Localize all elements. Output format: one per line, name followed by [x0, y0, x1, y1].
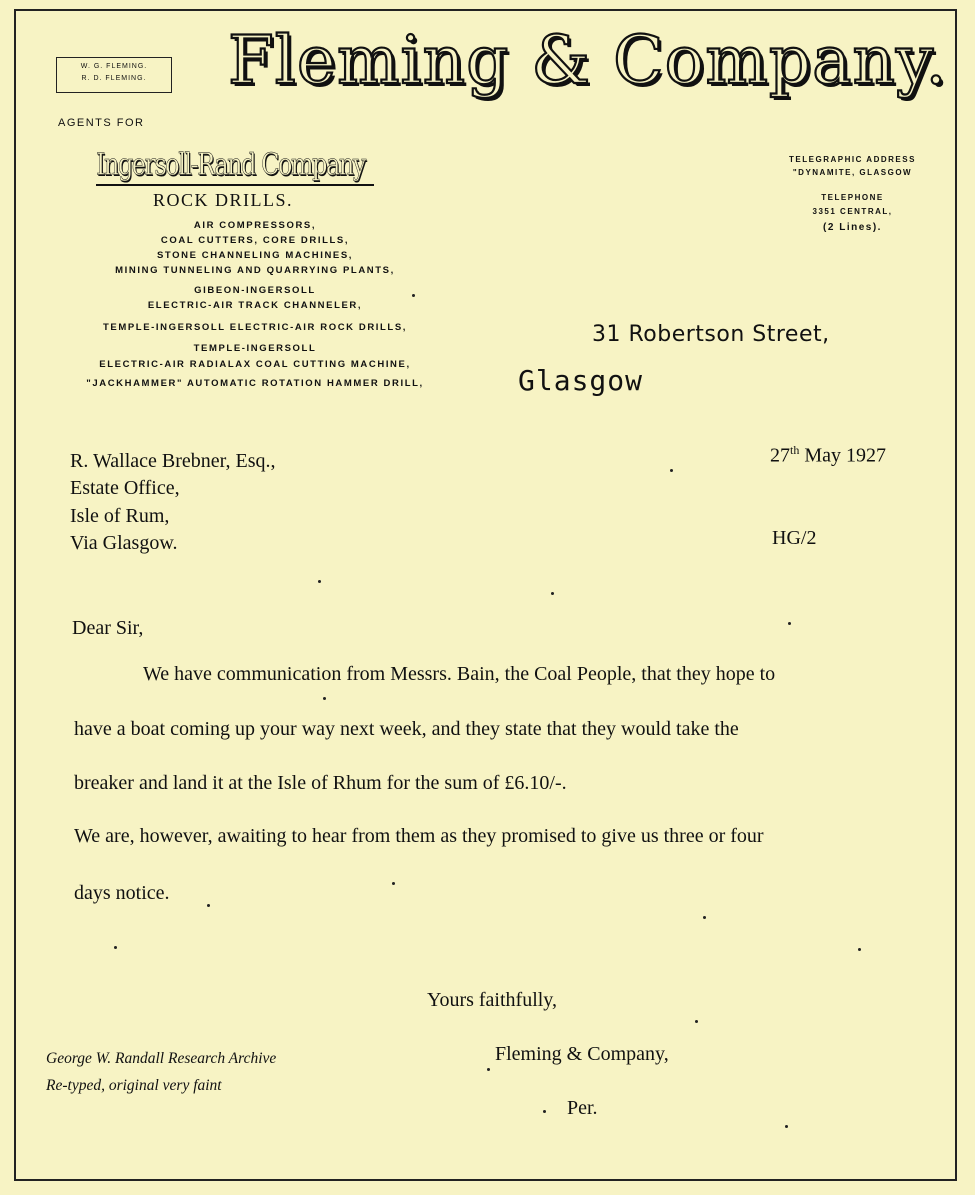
rock-drills-heading: ROCK DRILLS. — [153, 190, 294, 210]
speck — [785, 1125, 788, 1128]
recipient-line: Via Glasgow. — [70, 532, 178, 554]
partners-box — [56, 57, 172, 93]
salutation: Dear Sir, — [72, 617, 144, 639]
recipient-line: Isle of Rum, — [70, 505, 170, 527]
speck — [695, 1020, 698, 1023]
partner-name: W. G. FLEMING. — [80, 63, 148, 70]
paragraph-line: have a boat coming up your way next week, and they state that they would take the — [74, 718, 739, 740]
product-line: TEMPLE-INGERSOLL ELECTRIC-AIR ROCK DRILLS, — [103, 322, 407, 333]
telephone-lines: (2 Lines). — [823, 222, 882, 233]
partner-name: R. D. FLEMING. — [81, 75, 147, 82]
paragraph-line: days notice. — [74, 882, 170, 904]
speck — [323, 697, 326, 700]
speck — [392, 882, 395, 885]
paragraph-line: breaker and land it at the Isle of Rhum for the sum of £6.10/-. — [74, 772, 567, 794]
valediction: Yours faithfully, — [427, 989, 558, 1011]
speck — [551, 592, 554, 595]
recipient-line: Estate Office, — [70, 477, 180, 499]
archive-note: Re-typed, original very faint — [46, 1077, 222, 1094]
speck — [788, 622, 791, 625]
speck — [543, 1110, 546, 1113]
telephone-label: TELEPHONE — [821, 193, 884, 202]
paragraph-line: We have communication from Messrs. Bain, the Coal People, that they hope to — [143, 663, 776, 685]
speck — [858, 948, 861, 951]
signatory: Fleming & Company, — [495, 1043, 669, 1065]
product-line: "JACKHAMMER" AUTOMATIC ROTATION HAMMER DRILL, — [86, 378, 424, 389]
reference-number: HG/2 — [772, 527, 817, 549]
product-line: ELECTRIC-AIR TRACK CHANNELER, — [147, 300, 363, 311]
city-address: Glasgow — [518, 364, 644, 397]
product-line: COAL CUTTERS, CORE DRILLS, — [160, 235, 350, 246]
agents-for-label: AGENTS FOR — [58, 117, 145, 129]
speck — [114, 946, 117, 949]
product-line: MINING TUNNELING AND QUARRYING PLANTS, — [115, 265, 395, 276]
speck — [207, 904, 210, 907]
letter-date: 27th May 1927 — [770, 443, 887, 467]
principal-name: Ingersoll-Rand Company — [96, 147, 365, 182]
product-line: TEMPLE-INGERSOLL — [193, 343, 317, 354]
paragraph-line: We are, however, awaiting to hear from them as they promised to give us three or four — [74, 825, 764, 847]
recipient-line: R. Wallace Brebner, Esq., — [70, 450, 276, 472]
telephone-number: 3351 CENTRAL, — [812, 207, 893, 216]
telegraphic-address: "DYNAMITE, GLASGOW — [792, 168, 913, 177]
speck — [703, 916, 706, 919]
archive-note: George W. Randall Research Archive — [46, 1050, 277, 1067]
speck — [318, 580, 321, 583]
product-line: AIR COMPRESSORS, — [193, 220, 317, 231]
speck — [670, 469, 673, 472]
product-line: STONE CHANNELING MACHINES, — [156, 250, 354, 261]
product-line: ELECTRIC-AIR RADIALAX COAL CUTTING MACHINE, — [99, 359, 411, 370]
speck — [412, 294, 415, 297]
company-name: Fleming & Company. — [228, 22, 948, 99]
product-line: GIBEON-INGERSOLL — [194, 285, 316, 296]
speck — [487, 1068, 490, 1071]
telegraphic-label: TELEGRAPHIC ADDRESS — [789, 155, 916, 164]
per-signature: Per. — [567, 1097, 598, 1119]
street-address: 31 Robertson Street, — [592, 322, 830, 347]
principal-underline — [96, 184, 374, 186]
